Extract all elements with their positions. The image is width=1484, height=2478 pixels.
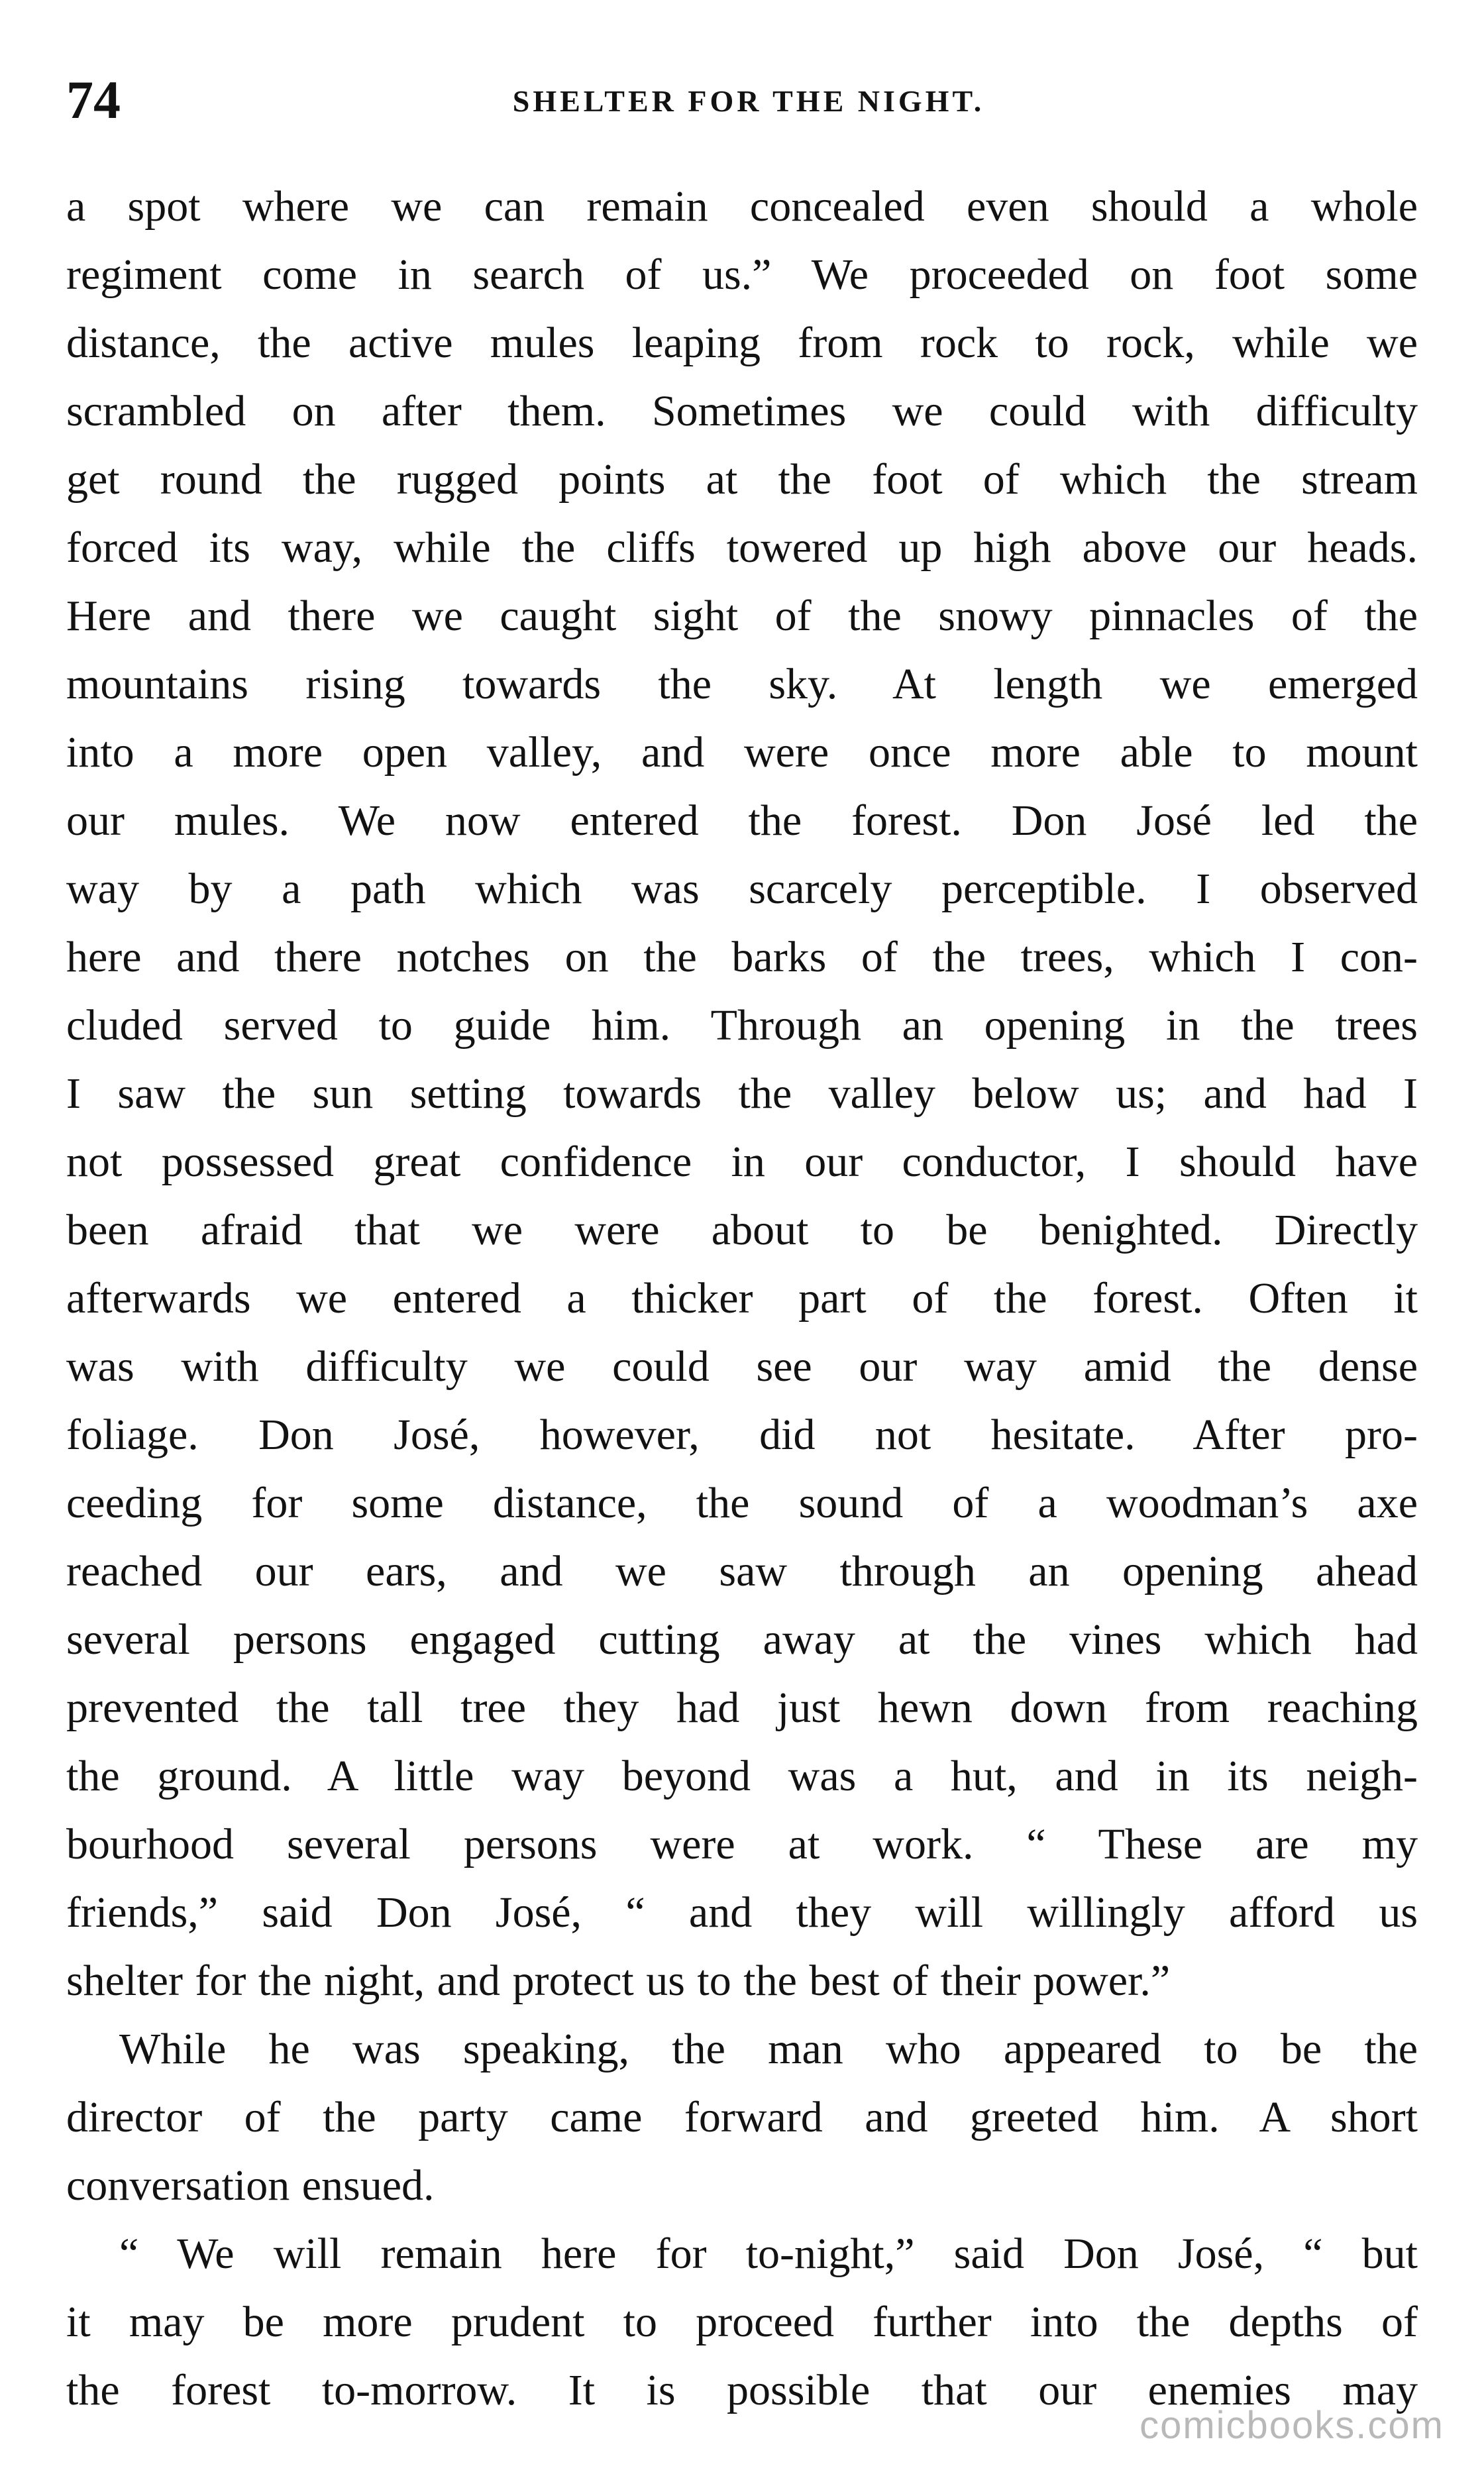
- text-line: friends,” said Don José, “ and they will willingly afford us: [66, 1888, 1418, 1937]
- text-line: a spot where we can remain concealed even should a whole: [66, 182, 1418, 231]
- paragraph: [66, 172, 1418, 2015]
- text-line: way by a path which was scarcely perceptible. I observed: [66, 865, 1418, 913]
- text-line: foliage. Don José, however, did not hesitate. After pro-: [66, 1411, 1418, 1459]
- text-line: the forest to-morrow. It is possible that our enemies may: [66, 2366, 1418, 2414]
- text-line: conversation ensued.: [66, 2161, 435, 2210]
- text-line: it may be more prudent to proceed further into the depths of: [66, 2298, 1418, 2346]
- text-line: get round the rugged points at the foot of which the stream: [66, 455, 1418, 504]
- text-line: afterwards we entered a thicker part of the forest. Often it: [66, 1274, 1418, 1322]
- text-line: here and there notches on the barks of the trees, which I con-: [66, 933, 1418, 981]
- text-line: While he was speaking, the man who appeared to be the: [119, 2025, 1418, 2073]
- running-head: SHELTER FOR THE NIGHT.: [512, 84, 985, 118]
- text-line: regiment come in search of us.” We proceeded on foot some: [66, 250, 1418, 299]
- paragraph: [66, 2015, 1418, 2220]
- body-text: [66, 172, 1418, 2424]
- text-line: forced its way, while the cliffs towered up high above our heads.: [66, 523, 1418, 572]
- page-header: [66, 66, 1431, 139]
- paragraph: [66, 2220, 1418, 2424]
- page-number: 74: [66, 70, 121, 130]
- text-line: not possessed great confidence in our conductor, I should have: [66, 1138, 1418, 1186]
- text-line: mountains rising towards the sky. At length we emerged: [66, 660, 1418, 708]
- text-line: prevented the tall tree they had just hewn down from reaching: [66, 1684, 1418, 1732]
- text-line: cluded served to guide him. Through an opening in the trees: [66, 1001, 1418, 1050]
- text-line: reached our ears, and we saw through an opening ahead: [66, 1547, 1418, 1595]
- text-line: shelter for the night, and protect us to the best of their power.”: [66, 1957, 1171, 2005]
- text-line: several persons engaged cutting away at the vines which had: [66, 1615, 1418, 1664]
- text-line: ceeding for some distance, the sound of a woodman’s axe: [66, 1479, 1418, 1527]
- text-line: the ground. A little way beyond was a hut, and in its neigh-: [66, 1752, 1418, 1800]
- text-line: I saw the sun setting towards the valley below us; and had I: [66, 1069, 1418, 1118]
- text-line: bourhood several persons were at work. “ These are my: [66, 1820, 1418, 1868]
- text-line: Here and there we caught sight of the snowy pinnacles of the: [66, 592, 1418, 640]
- text-line: been afraid that we were about to be benighted. Directly: [66, 1206, 1418, 1254]
- text-line: was with difficulty we could see our way amid the dense: [66, 1342, 1418, 1391]
- text-line: director of the party came forward and greeted him. A short: [66, 2093, 1418, 2141]
- text-line: into a more open valley, and were once more able to mount: [66, 728, 1418, 777]
- text-line: distance, the active mules leaping from rock to rock, while we: [66, 319, 1418, 367]
- text-line: scrambled on after them. Sometimes we could with difficulty: [66, 387, 1418, 435]
- text-line: “ We will remain here for to-night,” said Don José, “ but: [119, 2230, 1418, 2278]
- watermark: comicbooks.com: [1140, 2404, 1444, 2447]
- text-line: our mules. We now entered the forest. Don José led the: [66, 796, 1418, 845]
